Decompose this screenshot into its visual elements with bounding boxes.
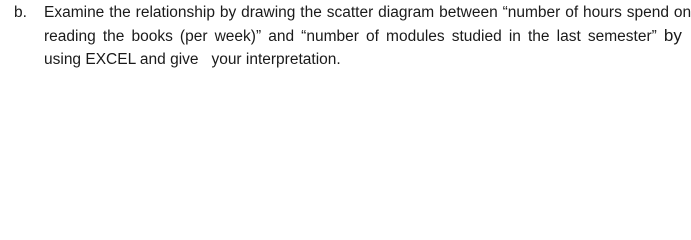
question-text-line-2-end: by	[663, 26, 682, 45]
question-text-line-1: Examine the relationship by drawing the scatter diagram between “number of hours spend on	[44, 4, 691, 21]
question-text-line-2	[44, 24, 682, 49]
question-label: b.	[14, 4, 27, 21]
question-text-line-2-main: reading the books (per week)” and “number of modules studied in the last semester”	[44, 28, 657, 45]
question-text-line-3: using EXCEL and give your interpretation.	[44, 51, 341, 68]
